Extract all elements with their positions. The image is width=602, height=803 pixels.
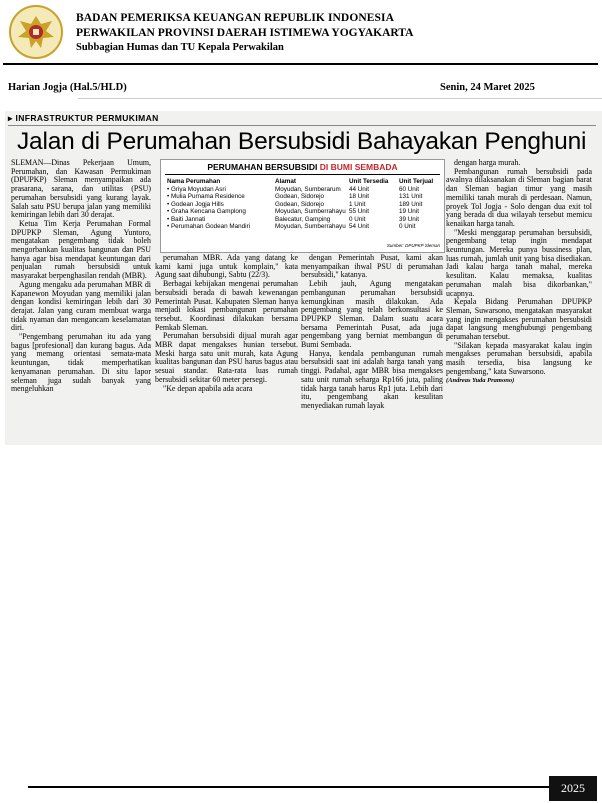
- table-header-cell: Unit Tersedia: [349, 178, 389, 185]
- clipping-date: Senin, 24 Maret 2025: [440, 82, 535, 93]
- article-paragraph: Lebih jauh, Agung mengatakan pembangunan perumahan bersubsidi kemungkinan masih dilakukan. Ada pengembang yang telah berkonsultasi ke DPUPKP Sleman. Dalam suatu acara bersama Pemerintah Pusat, ada juga pengembang yang berniat membangun di Bumi Sembada.: [301, 279, 443, 350]
- article-paragraph: Agung mengaku ada perumahan MBR di Kapanewon Moyudan yang memiliki jalan dengan kondisi kemiringan lebih dari 30 derajat. Jalan yang curam membuat warga tidak nyaman dan mengancam keselamatan diri.: [11, 279, 151, 333]
- org-name-line1: BADAN PEMERIKSA KEUANGAN REPUBLIK INDONESIA: [76, 12, 395, 24]
- org-subunit: Subbagian Humas dan TU Kepala Perwakilan: [76, 42, 284, 53]
- housing-table: [160, 159, 445, 253]
- table-cell: • Godean Jogja Hills: [167, 200, 224, 208]
- table-col-name: [167, 178, 267, 231]
- table-cell: • Baiti Jannati: [167, 215, 206, 223]
- table-cell: 54 Unit: [349, 223, 369, 230]
- kicker-divider: [8, 125, 596, 126]
- table-cell: • Griya Moyudan Asri: [167, 185, 226, 193]
- article-paragraph: Pembangunan rumah bersubsidi pada awalnya dilaksanakan di Sleman bagian barat dan Sleman bagian timur yang masih memiliki tanah murah di perdesaan. Namun, proyek Tol Jogja - Solo dengan dua exit tol yang berada di dua wilayah tersebut memicu kenaikan harga tanah.: [446, 166, 592, 228]
- article-paragraph: Kepala Bidang Perumahan DPUPKP Sleman, Suwarsono, mengatakan masyarakat yang ingin mengakses perumahan bersubsidi dapat langsung menghubungi pengembang perumahan tersebut.: [446, 297, 592, 342]
- footer-divider: [28, 786, 552, 788]
- article-paragraph: Ketua Tim Kerja Perumahan Formal DPUPKP Sleman, Agung Yuntoro, mengatakan pengembang tidak boleh mengorbankan kualitas bangunan dan PSU hanya agar bisa mendapat keuntungan dari penjualan rumah bersubsidi untuk masyarakat berpenghasilan rendah (MBR).: [11, 218, 151, 281]
- article-headline: Jalan di Perumahan Bersubsidi Bahayakan Penghuni: [17, 128, 587, 155]
- table-cell: 19 Unit: [399, 208, 419, 215]
- article-paragraph: dengan Pemerintah Pusat, kami akan menyampaikan ihwal PSU di perumahan bersubsidi," katanya.: [301, 253, 443, 280]
- table-cell: 18 Unit: [349, 193, 369, 200]
- article-paragraph: SLEMAN—Dinas Pekerjaan Umum, Perumahan, dan Kawasan Permukiman (DPUPKP) Sleman menyampaikan ada prasarana, sarana, dan utilitas (PSU) perumahan bersubsidi yang kurang layak. Salah satu PSU berupa jalan yang memiliki kemiringan lebih dari 30 derajat.: [11, 158, 151, 220]
- table-col-sold: [399, 178, 441, 231]
- table-cell: 44 Unit: [349, 185, 369, 193]
- article-column-1: [11, 159, 151, 394]
- table-cell: Godean, Sidorejo: [275, 193, 325, 200]
- table-title-rule: [165, 174, 440, 175]
- article-paragraph: "Silakan kepada masyarakat kalau ingin mengakses perumahan bersubsidi, apabila masih tersedia, bisa langsung ke pengembang," kata Suwarsono.: [446, 340, 592, 376]
- header-divider: [3, 63, 598, 65]
- article-paragraph: dengan harga murah.: [454, 158, 521, 167]
- article-kicker: ▸ INFRASTRUKTUR PERMUKIMAN: [8, 113, 159, 123]
- article-byline: (Andreas Yuda Pramono): [446, 376, 515, 384]
- org-name-line2: PERWAKILAN PROVINSI DAERAH ISTIMEWA YOGYAKARTA: [76, 27, 414, 39]
- table-header-cell: Unit Terjual: [399, 178, 434, 185]
- table-cell: • Mulia Purnama Residence: [167, 193, 245, 200]
- table-cell: 55 Unit: [349, 208, 369, 215]
- table-col-address: [275, 178, 355, 231]
- table-cell: 0 Unit: [399, 223, 416, 230]
- article-paragraph: "Pengembang perumahan itu ada yang bagus [profesional] dan kurang bagus. Ada yang memang orientasi semata-mata keuntungan, tidak memperhatikan kenyamanan perumahan. Di situ lapor seleman juga sudah banyak yang mengeluhkan: [11, 332, 151, 394]
- garuda-emblem-icon: [8, 4, 64, 60]
- news-clipping: [5, 111, 602, 445]
- table-cell: 0 Unit: [349, 215, 366, 223]
- table-cell: Godean, Sidorejo: [275, 200, 325, 208]
- table-cell: 39 Unit: [399, 215, 419, 223]
- table-cell: Moyudan, Sumberrahayu: [275, 223, 346, 230]
- table-cell: • Graha Kencana Gamplong: [167, 208, 246, 215]
- table-cell: 131 Unit: [399, 193, 423, 200]
- table-header-cell: Nama Perumahan: [167, 178, 221, 185]
- article-paragraph: Hanya, kendala pembangunan rumah bersubsidi saat ini adalah harga tanah yang tinggi. Padahal, agar MBR bisa mengakses satu unit rumah seharga Rp166 juta, paling tidak harga tanah harus Rp1 juta. Lebih dari itu, pengembang akan kesulitan menyediakan rumah layak: [301, 348, 443, 410]
- table-cell: Balecatur, Gamping: [275, 215, 331, 223]
- table-col-available: [349, 178, 394, 231]
- table-cell: 60 Unit: [399, 185, 419, 193]
- table-source: Sumber: DPUPKP Sleman: [386, 243, 440, 248]
- footer-year: 2025: [549, 776, 597, 801]
- table-title: PERUMAHAN BERSUBSIDI DI BUMI SEMBADA: [207, 162, 398, 172]
- article-paragraph: perumahan MBR. Ada yang datang ke kami kami juga untuk komplain," kata Agung saat dihubungi, Sabtu (22/3).: [155, 253, 298, 280]
- article-paragraph: "Ke depan apabila ada acara: [163, 383, 253, 393]
- clipping-source: Harian Jogja (Hal.5/HLD): [8, 82, 127, 93]
- table-cell: 1 Unit: [349, 200, 366, 208]
- table-cell: Moyudan, Sumberarum: [275, 185, 341, 193]
- article-column-4: [446, 159, 592, 385]
- table-cell: 189 Unit: [399, 200, 423, 208]
- table-cell: Moyudan, Sumberrahayu: [275, 208, 346, 215]
- article-paragraph: "Meski menggarap perumahan bersubsidi, pengembang tetap ingin mendapat keuntungan. Mereka punya bussiness plan, luas rumah, jumlah unit yang bisa disediakan. Jadi kalau harga tanah mahal, mereka kesulitan. Kalau memaksa, kualitas perumahan malah bisa dikorbankan," ucapnya.: [446, 227, 592, 298]
- article-column-3: [301, 254, 443, 411]
- article-column-2: [155, 254, 298, 393]
- article-paragraph: Perumahan bersubsidi dijual murah agar MBR dapat mengakses hunian tersebut. Meski harga satu unit murah, kata Agung kualitas bangunan dan PSU harus bagus atau sesuai standar. Rata-rata luas rumah bersubsidi sekitar 60 meter persegi.: [155, 331, 298, 384]
- article-paragraph: Berbagai kebijakan mengenai perumahan bersubsidi berada di bawah kewenangan Pemerintah Pusat. Kabupaten Sleman hanya menjadi lokasi pembangunan perumahan tersebut. Koordinasi dilakukan bersama Pemkab Sleman.: [155, 279, 298, 332]
- clipping-top-line: [78, 98, 602, 99]
- table-header-cell: Alamat: [275, 178, 296, 185]
- table-cell: • Perumahan Godean Mandiri: [167, 223, 251, 230]
